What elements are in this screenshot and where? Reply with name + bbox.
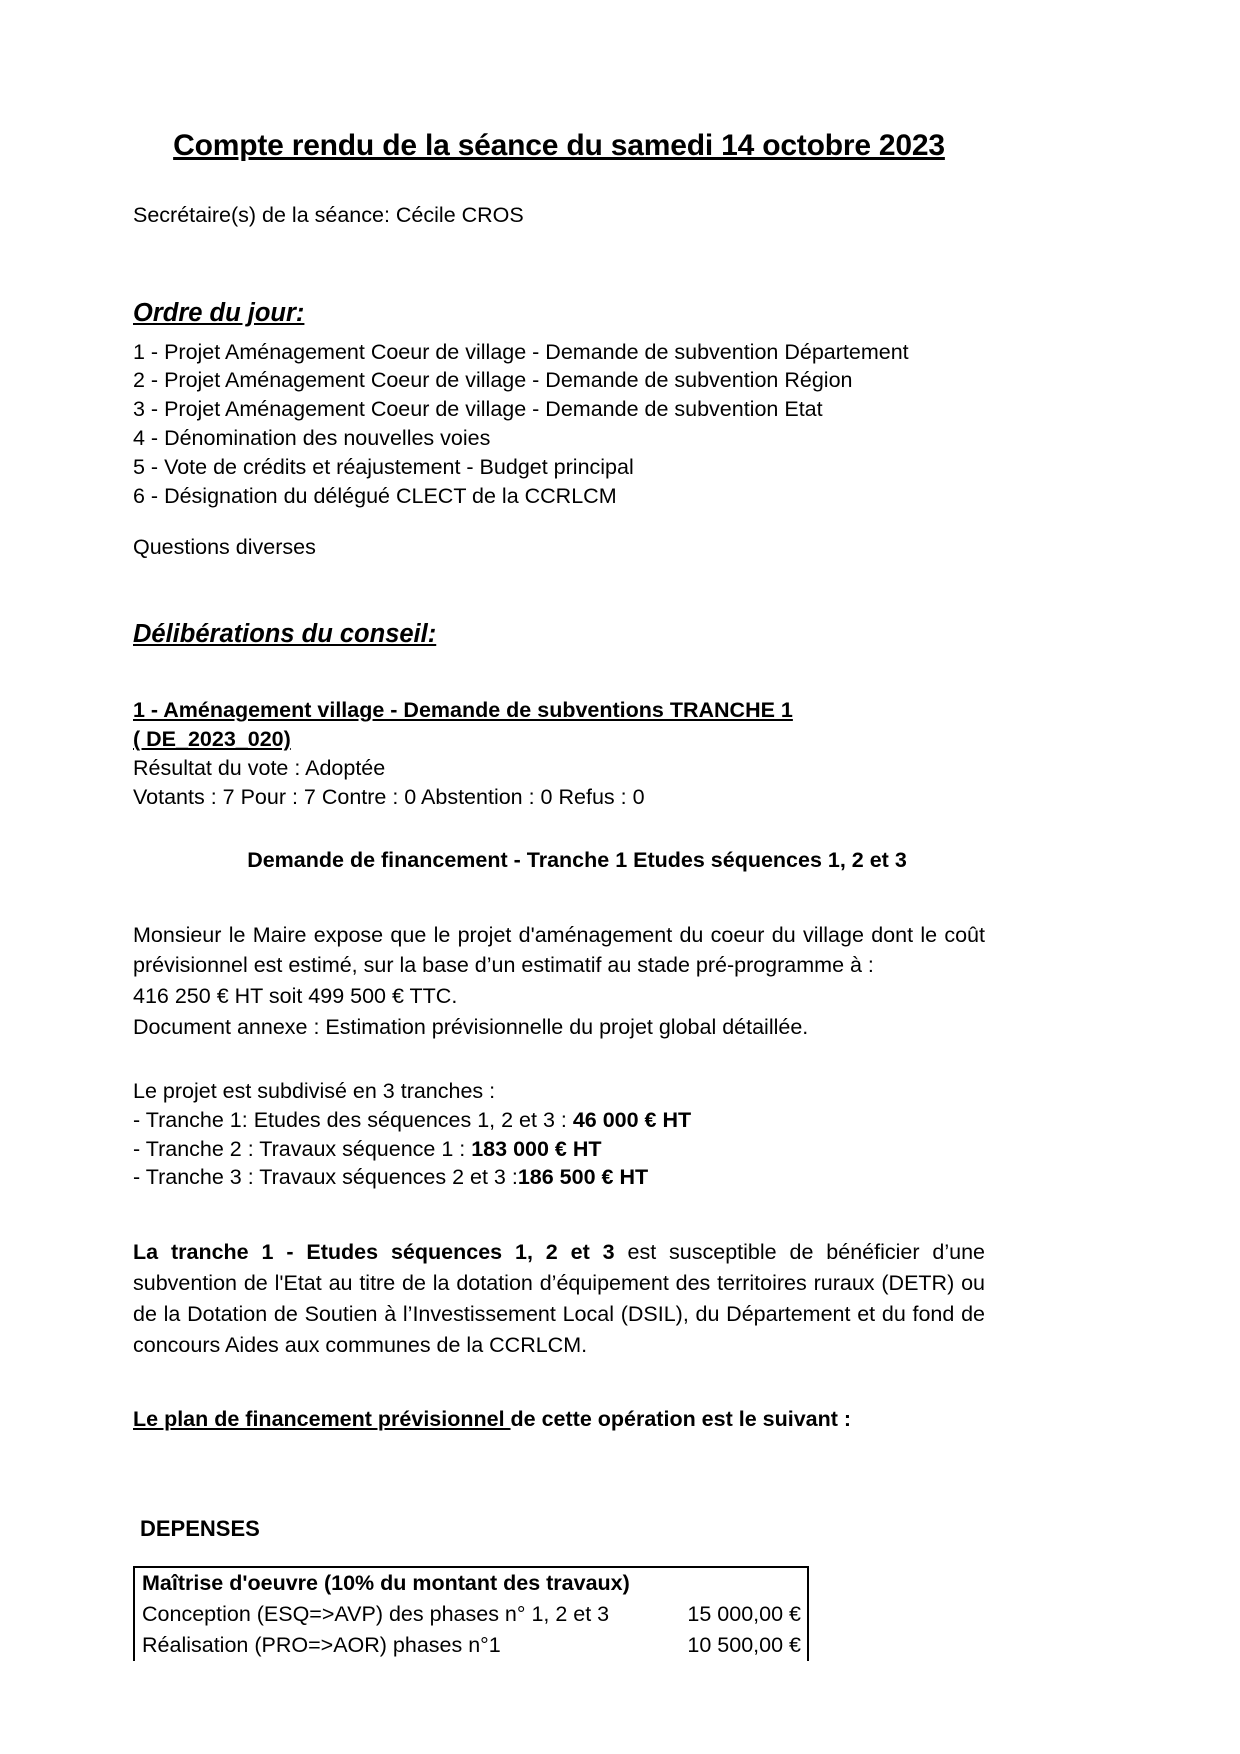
tranche-label: - Tranche 2 : Travaux séquence 1 : xyxy=(133,1136,472,1161)
questions-diverses: Questions diverses xyxy=(133,535,316,559)
agenda-list xyxy=(133,338,985,511)
spacer xyxy=(133,1192,985,1226)
spacer xyxy=(133,812,985,846)
paragraph-subsidy xyxy=(133,1237,985,1360)
list-item: 5 - Vote de crédits et réajustement - Budget principal xyxy=(133,455,634,480)
deliberation-title xyxy=(133,696,985,725)
list-item: 3 - Projet Aménagement Coeur de village - Demande de subvention Etat xyxy=(133,397,823,422)
expenses-heading: DEPENSES xyxy=(140,1516,260,1542)
spacer xyxy=(133,1480,985,1514)
table-row xyxy=(134,1599,808,1630)
table-row xyxy=(134,1630,808,1661)
paragraph-cost-estimate: Monsieur le Maire expose que le projet d'aménagement du coeur du village dont le coût prévisionnel est estimé, sur la base d’un estimatif au stade pré-programme à : xyxy=(133,922,985,978)
list-item: 1 - Projet Aménagement Coeur de village - Demande de subvention Département xyxy=(133,339,909,364)
financing-plan-rest: de cette opération est le suivant : xyxy=(510,1407,852,1432)
list-item: 4 - Dénomination des nouvelles voies xyxy=(133,426,491,451)
deliberations-heading: Délibérations du conseil: xyxy=(133,619,437,648)
spacer xyxy=(133,685,985,696)
secretary-line: Secrétaire(s) de la séance: Cécile CROS xyxy=(133,203,524,228)
table-cell-label: Réalisation (PRO=>AOR) phases n°1 xyxy=(142,1632,501,1657)
spacer xyxy=(133,1043,985,1077)
vote-result: Résultat du vote : Adoptée xyxy=(133,756,386,781)
vote-detail: Votants : 7 Pour : 7 Contre : 0 Abstention : 0 Refus : 0 xyxy=(133,785,645,810)
spacer xyxy=(133,608,985,619)
page-title: Compte rendu de la séance du samedi 14 octobre 2023 xyxy=(173,129,945,162)
list-item: 2 - Projet Aménagement Coeur de village - Demande de subvention Région xyxy=(133,368,853,393)
tranche-label: - Tranche 3 : Travaux séquences 2 et 3 : xyxy=(133,1165,518,1190)
financing-plan-underlined: Le plan de financement prévisionnel xyxy=(133,1407,511,1432)
spacer xyxy=(133,1434,985,1480)
spacer xyxy=(133,1226,985,1237)
tranches-intro: Le projet est subdivisé en 3 tranches : xyxy=(133,1078,496,1103)
financing-plan-line xyxy=(133,1405,985,1434)
expenses-table xyxy=(133,1566,809,1661)
spacer xyxy=(133,909,985,920)
tranche-row xyxy=(133,1106,985,1135)
tranche-row xyxy=(133,1135,985,1164)
tranche-row xyxy=(133,1163,985,1192)
deliberation-title-text: 1 - Aménagement village - Demande de subventions TRANCHE 1 xyxy=(133,697,793,722)
spacer xyxy=(133,1394,985,1405)
annex-line: Document annexe : Estimation prévisionnelle du projet global détaillée. xyxy=(133,1014,809,1039)
spacer xyxy=(133,1360,985,1394)
spacer xyxy=(133,511,985,533)
spacer xyxy=(133,651,985,685)
tranche-label: - Tranche 1: Etudes des séquences 1, 2 et 3 : xyxy=(133,1107,573,1132)
deliberation-reference-text: ( DE_2023_020) xyxy=(133,726,291,751)
document-content xyxy=(133,0,985,1661)
table-cell-amount: 15 000,00 € xyxy=(687,1601,801,1626)
subsidy-body: est susceptible de bénéficier d’une subvention de l'Etat au titre de la dotation d’équipement des territoires ruraux (DETR) ou de la Dotation de Soutien à l’Investissement Local (DSIL), du Département et du fond de concours Aides aux communes de la CCRLCM. xyxy=(133,1240,986,1357)
spacer xyxy=(133,875,985,909)
list-item: 6 - Désignation du délégué CLECT de la CCRLCM xyxy=(133,484,617,509)
subsidy-bold-lead: La tranche 1 - Etudes séquences 1, 2 et 3 xyxy=(133,1240,615,1265)
table-cell-amount: 10 500,00 € xyxy=(687,1632,801,1657)
deliberation-reference xyxy=(133,725,985,754)
financing-subheading: Demande de financement - Tranche 1 Etudes séquences 1, 2 et 3 xyxy=(247,847,907,872)
table-row xyxy=(134,1567,808,1599)
agenda-heading: Ordre du jour: xyxy=(133,298,305,327)
table-cell-label: Conception (ESQ=>AVP) des phases n° 1, 2 et 3 xyxy=(142,1601,610,1626)
tranche-amount: 46 000 € HT xyxy=(572,1107,692,1132)
tranche-amount: 186 500 € HT xyxy=(517,1165,649,1190)
spacer xyxy=(133,252,985,298)
table-header-cell: Maîtrise d'oeuvre (10% du montant des travaux) xyxy=(142,1570,630,1595)
tranche-amount: 183 000 € HT xyxy=(471,1136,602,1161)
cost-line: 416 250 € HT soit 499 500 € TTC. xyxy=(133,984,458,1009)
spacer xyxy=(133,562,985,608)
